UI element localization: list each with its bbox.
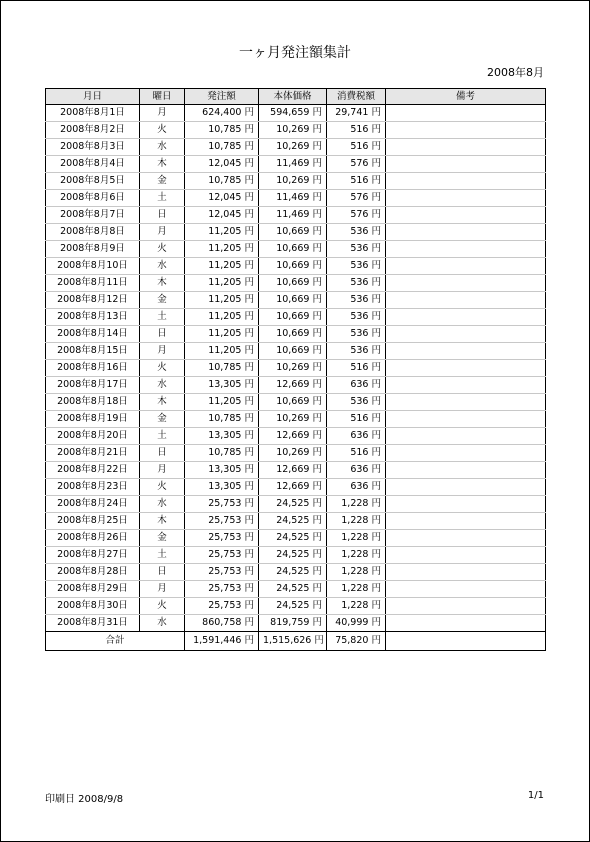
cell-order: 11,205 円 xyxy=(185,343,259,360)
cell-dow: 水 xyxy=(140,496,185,513)
table-row xyxy=(46,530,546,547)
cell-note xyxy=(386,428,546,445)
cell-tax: 536 円 xyxy=(327,275,386,292)
cell-tax: 29,741 円 xyxy=(327,105,386,122)
cell-order: 10,785 円 xyxy=(185,139,259,156)
cell-note xyxy=(386,377,546,394)
cell-date: 2008年8月8日 xyxy=(46,224,140,241)
cell-date: 2008年8月19日 xyxy=(46,411,140,428)
cell-note xyxy=(386,581,546,598)
cell-dow: 木 xyxy=(140,394,185,411)
cell-dow: 月 xyxy=(140,105,185,122)
cell-tax: 576 円 xyxy=(327,190,386,207)
cell-note xyxy=(386,360,546,377)
cell-date: 2008年8月24日 xyxy=(46,496,140,513)
cell-base: 10,669 円 xyxy=(259,292,327,309)
cell-tax: 636 円 xyxy=(327,479,386,496)
table-row xyxy=(46,496,546,513)
cell-tax: 516 円 xyxy=(327,139,386,156)
cell-date: 2008年8月26日 xyxy=(46,530,140,547)
cell-tax: 536 円 xyxy=(327,258,386,275)
cell-order: 13,305 円 xyxy=(185,462,259,479)
table-row xyxy=(46,615,546,632)
cell-tax: 576 円 xyxy=(327,207,386,224)
cell-note xyxy=(386,547,546,564)
cell-note xyxy=(386,394,546,411)
total-base: 1,515,626 円 xyxy=(259,632,327,651)
cell-note xyxy=(386,343,546,360)
cell-dow: 火 xyxy=(140,122,185,139)
cell-order: 10,785 円 xyxy=(185,445,259,462)
cell-date: 2008年8月22日 xyxy=(46,462,140,479)
cell-date: 2008年8月30日 xyxy=(46,598,140,615)
cell-tax: 1,228 円 xyxy=(327,547,386,564)
cell-note xyxy=(386,139,546,156)
table-row xyxy=(46,445,546,462)
cell-date: 2008年8月27日 xyxy=(46,547,140,564)
cell-date: 2008年8月10日 xyxy=(46,258,140,275)
cell-note xyxy=(386,445,546,462)
cell-dow: 火 xyxy=(140,241,185,258)
cell-order: 10,785 円 xyxy=(185,173,259,190)
table-row xyxy=(46,598,546,615)
table-row xyxy=(46,105,546,122)
cell-dow: 月 xyxy=(140,343,185,360)
table-row xyxy=(46,547,546,564)
cell-base: 10,269 円 xyxy=(259,122,327,139)
table-row xyxy=(46,360,546,377)
cell-dow: 水 xyxy=(140,139,185,156)
cell-dow: 水 xyxy=(140,615,185,632)
cell-dow: 土 xyxy=(140,547,185,564)
cell-base: 10,669 円 xyxy=(259,394,327,411)
cell-order: 11,205 円 xyxy=(185,326,259,343)
column-header-dow: 曜日 xyxy=(140,89,185,105)
cell-base: 10,669 円 xyxy=(259,275,327,292)
table-row xyxy=(46,156,546,173)
cell-date: 2008年8月23日 xyxy=(46,479,140,496)
cell-date: 2008年8月31日 xyxy=(46,615,140,632)
table-header-row xyxy=(46,89,546,105)
cell-base: 24,525 円 xyxy=(259,598,327,615)
cell-tax: 636 円 xyxy=(327,462,386,479)
cell-base: 10,669 円 xyxy=(259,258,327,275)
cell-dow: 月 xyxy=(140,224,185,241)
cell-tax: 536 円 xyxy=(327,326,386,343)
cell-date: 2008年8月16日 xyxy=(46,360,140,377)
cell-tax: 576 円 xyxy=(327,156,386,173)
column-header-base: 本体価格 xyxy=(259,89,327,105)
cell-dow: 土 xyxy=(140,428,185,445)
cell-tax: 1,228 円 xyxy=(327,496,386,513)
cell-note xyxy=(386,496,546,513)
table-row xyxy=(46,258,546,275)
cell-note xyxy=(386,479,546,496)
cell-dow: 土 xyxy=(140,309,185,326)
cell-note xyxy=(386,105,546,122)
table-row xyxy=(46,564,546,581)
cell-date: 2008年8月9日 xyxy=(46,241,140,258)
cell-tax: 1,228 円 xyxy=(327,530,386,547)
cell-order: 11,205 円 xyxy=(185,224,259,241)
column-header-date: 月日 xyxy=(46,89,140,105)
cell-order: 10,785 円 xyxy=(185,411,259,428)
cell-note xyxy=(386,224,546,241)
cell-note xyxy=(386,241,546,258)
cell-tax: 536 円 xyxy=(327,309,386,326)
cell-tax: 536 円 xyxy=(327,224,386,241)
print-date: 印刷日 2008/9/8 xyxy=(45,794,124,805)
cell-base: 819,759 円 xyxy=(259,615,327,632)
cell-base: 24,525 円 xyxy=(259,547,327,564)
table-row xyxy=(46,190,546,207)
cell-dow: 金 xyxy=(140,173,185,190)
cell-date: 2008年8月18日 xyxy=(46,394,140,411)
table-row xyxy=(46,173,546,190)
cell-date: 2008年8月29日 xyxy=(46,581,140,598)
cell-dow: 金 xyxy=(140,530,185,547)
cell-date: 2008年8月13日 xyxy=(46,309,140,326)
cell-dow: 日 xyxy=(140,326,185,343)
table-row xyxy=(46,581,546,598)
cell-date: 2008年8月7日 xyxy=(46,207,140,224)
cell-date: 2008年8月20日 xyxy=(46,428,140,445)
cell-order: 25,753 円 xyxy=(185,598,259,615)
cell-order: 10,785 円 xyxy=(185,360,259,377)
cell-order: 11,205 円 xyxy=(185,394,259,411)
cell-dow: 金 xyxy=(140,411,185,428)
cell-tax: 1,228 円 xyxy=(327,513,386,530)
cell-base: 12,669 円 xyxy=(259,462,327,479)
cell-note xyxy=(386,275,546,292)
cell-date: 2008年8月1日 xyxy=(46,105,140,122)
cell-order: 12,045 円 xyxy=(185,156,259,173)
total-row xyxy=(46,632,546,651)
cell-order: 25,753 円 xyxy=(185,564,259,581)
cell-order: 25,753 円 xyxy=(185,496,259,513)
cell-base: 11,469 円 xyxy=(259,207,327,224)
cell-tax: 536 円 xyxy=(327,241,386,258)
total-label: 合計 xyxy=(46,632,185,651)
cell-order: 13,305 円 xyxy=(185,377,259,394)
cell-dow: 水 xyxy=(140,377,185,394)
cell-tax: 516 円 xyxy=(327,445,386,462)
table-row xyxy=(46,122,546,139)
cell-tax: 536 円 xyxy=(327,292,386,309)
cell-note xyxy=(386,207,546,224)
cell-dow: 火 xyxy=(140,479,185,496)
cell-note xyxy=(386,411,546,428)
cell-order: 25,753 円 xyxy=(185,513,259,530)
table-row xyxy=(46,309,546,326)
cell-date: 2008年8月21日 xyxy=(46,445,140,462)
total-note xyxy=(386,632,546,651)
cell-tax: 636 円 xyxy=(327,428,386,445)
table-row xyxy=(46,139,546,156)
column-header-tax: 消費税額 xyxy=(327,89,386,105)
report-title: 一ヶ月発注額集計 xyxy=(239,45,351,61)
report-month: 2008年8月 xyxy=(487,66,544,79)
cell-order: 860,758 円 xyxy=(185,615,259,632)
cell-order: 11,205 円 xyxy=(185,292,259,309)
cell-dow: 木 xyxy=(140,275,185,292)
total-tax: 75,820 円 xyxy=(327,632,386,651)
cell-dow: 水 xyxy=(140,258,185,275)
cell-date: 2008年8月11日 xyxy=(46,275,140,292)
cell-dow: 木 xyxy=(140,513,185,530)
table-row xyxy=(46,275,546,292)
table-row xyxy=(46,479,546,496)
cell-order: 12,045 円 xyxy=(185,207,259,224)
cell-dow: 日 xyxy=(140,207,185,224)
table-row xyxy=(46,292,546,309)
table-row xyxy=(46,411,546,428)
cell-order: 11,205 円 xyxy=(185,275,259,292)
table-row xyxy=(46,241,546,258)
cell-dow: 日 xyxy=(140,564,185,581)
cell-date: 2008年8月15日 xyxy=(46,343,140,360)
cell-note xyxy=(386,122,546,139)
page-number: 1/1 xyxy=(527,790,544,801)
cell-dow: 土 xyxy=(140,190,185,207)
cell-base: 11,469 円 xyxy=(259,190,327,207)
cell-base: 10,269 円 xyxy=(259,139,327,156)
cell-base: 12,669 円 xyxy=(259,377,327,394)
cell-base: 12,669 円 xyxy=(259,428,327,445)
cell-tax: 536 円 xyxy=(327,343,386,360)
cell-dow: 月 xyxy=(140,462,185,479)
cell-tax: 1,228 円 xyxy=(327,581,386,598)
order-summary-table xyxy=(45,88,546,651)
cell-order: 25,753 円 xyxy=(185,530,259,547)
cell-order: 10,785 円 xyxy=(185,122,259,139)
table-row xyxy=(46,377,546,394)
cell-date: 2008年8月12日 xyxy=(46,292,140,309)
cell-date: 2008年8月3日 xyxy=(46,139,140,156)
cell-date: 2008年8月2日 xyxy=(46,122,140,139)
cell-tax: 1,228 円 xyxy=(327,564,386,581)
cell-base: 24,525 円 xyxy=(259,530,327,547)
cell-base: 594,659 円 xyxy=(259,105,327,122)
cell-note xyxy=(386,513,546,530)
table-row xyxy=(46,207,546,224)
cell-date: 2008年8月28日 xyxy=(46,564,140,581)
column-header-note: 備考 xyxy=(386,89,546,105)
table-row xyxy=(46,428,546,445)
cell-tax: 1,228 円 xyxy=(327,598,386,615)
column-header-order: 発注額 xyxy=(185,89,259,105)
cell-tax: 516 円 xyxy=(327,360,386,377)
cell-base: 24,525 円 xyxy=(259,513,327,530)
table-body xyxy=(46,105,546,632)
cell-order: 13,305 円 xyxy=(185,479,259,496)
cell-base: 10,669 円 xyxy=(259,343,327,360)
cell-note xyxy=(386,156,546,173)
cell-note xyxy=(386,309,546,326)
cell-order: 25,753 円 xyxy=(185,547,259,564)
cell-dow: 月 xyxy=(140,581,185,598)
cell-note xyxy=(386,598,546,615)
cell-base: 11,469 円 xyxy=(259,156,327,173)
cell-base: 10,269 円 xyxy=(259,411,327,428)
cell-note xyxy=(386,530,546,547)
table-row xyxy=(46,343,546,360)
cell-note xyxy=(386,564,546,581)
cell-order: 11,205 円 xyxy=(185,258,259,275)
cell-note xyxy=(386,292,546,309)
cell-tax: 40,999 円 xyxy=(327,615,386,632)
cell-base: 10,669 円 xyxy=(259,326,327,343)
cell-base: 10,269 円 xyxy=(259,445,327,462)
cell-date: 2008年8月5日 xyxy=(46,173,140,190)
cell-dow: 火 xyxy=(140,360,185,377)
cell-date: 2008年8月4日 xyxy=(46,156,140,173)
cell-date: 2008年8月17日 xyxy=(46,377,140,394)
cell-note xyxy=(386,258,546,275)
cell-note xyxy=(386,326,546,343)
cell-note xyxy=(386,190,546,207)
table-row xyxy=(46,326,546,343)
cell-order: 624,400 円 xyxy=(185,105,259,122)
cell-date: 2008年8月25日 xyxy=(46,513,140,530)
cell-dow: 木 xyxy=(140,156,185,173)
cell-base: 24,525 円 xyxy=(259,564,327,581)
cell-dow: 金 xyxy=(140,292,185,309)
cell-base: 12,669 円 xyxy=(259,479,327,496)
cell-tax: 516 円 xyxy=(327,173,386,190)
cell-note xyxy=(386,173,546,190)
table-row xyxy=(46,462,546,479)
cell-note xyxy=(386,462,546,479)
cell-order: 12,045 円 xyxy=(185,190,259,207)
cell-dow: 火 xyxy=(140,598,185,615)
table-row xyxy=(46,513,546,530)
cell-tax: 516 円 xyxy=(327,122,386,139)
cell-order: 25,753 円 xyxy=(185,581,259,598)
cell-base: 24,525 円 xyxy=(259,581,327,598)
cell-base: 24,525 円 xyxy=(259,496,327,513)
cell-dow: 日 xyxy=(140,445,185,462)
cell-tax: 536 円 xyxy=(327,394,386,411)
cell-date: 2008年8月14日 xyxy=(46,326,140,343)
cell-tax: 516 円 xyxy=(327,411,386,428)
cell-base: 10,669 円 xyxy=(259,224,327,241)
table-row xyxy=(46,224,546,241)
cell-base: 10,269 円 xyxy=(259,173,327,190)
table-row xyxy=(46,394,546,411)
cell-base: 10,669 円 xyxy=(259,309,327,326)
cell-date: 2008年8月6日 xyxy=(46,190,140,207)
cell-order: 13,305 円 xyxy=(185,428,259,445)
total-order: 1,591,446 円 xyxy=(185,632,259,651)
cell-note xyxy=(386,615,546,632)
cell-order: 11,205 円 xyxy=(185,241,259,258)
cell-base: 10,269 円 xyxy=(259,360,327,377)
cell-base: 10,669 円 xyxy=(259,241,327,258)
cell-order: 11,205 円 xyxy=(185,309,259,326)
cell-tax: 636 円 xyxy=(327,377,386,394)
